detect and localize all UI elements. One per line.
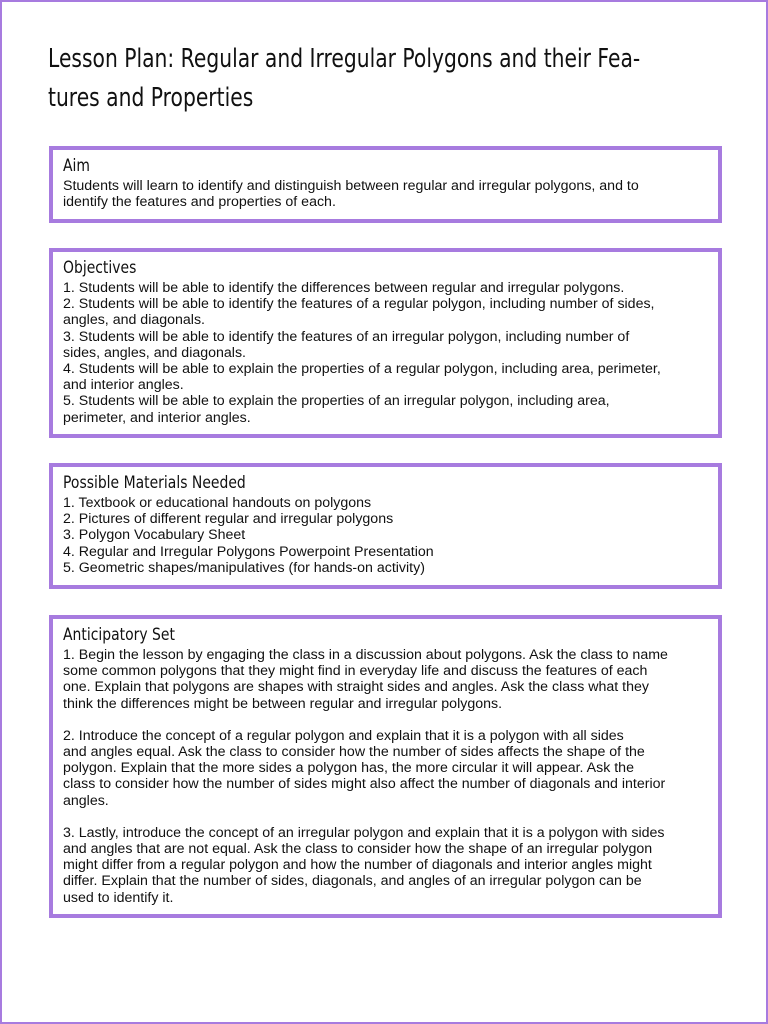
title-line: Lesson Plan: Regular and Irregular Polygons and their Fea-: [48, 44, 641, 74]
material-line: 4. Regular and Irregular Polygons Powerpoint Presentation: [63, 543, 434, 560]
material-line: 3. Polygon Vocabulary Sheet: [63, 527, 246, 544]
anticipatory-paragraph-1: [63, 647, 708, 712]
paragraph-line: some common polygons that they might find in everyday life and discuss the features of each: [63, 663, 648, 680]
paragraph-line: one. Explain that polygons are shapes with straight sides and angles. Ask the class what they: [63, 679, 649, 696]
objective-line: 4. Students will be able to explain the properties of a regular polygon, including area, perimeter,: [63, 361, 661, 378]
title-line: tures and Properties: [48, 83, 254, 113]
paragraph-line: used to identify it.: [63, 889, 174, 906]
anticipatory-set-body: [63, 647, 708, 906]
paragraph-line: 3. Lastly, introduce the concept of an irregular polygon and explain that it is a polygon with sides: [63, 824, 665, 841]
material-line: 5. Geometric shapes/manipulatives (for hands-on activity): [63, 559, 425, 576]
paragraph-line: and angles that are not equal. Ask the class to consider how the shape of an irregular polygon: [63, 841, 653, 858]
objective-line: sides, angles, and diagonals.: [63, 344, 246, 361]
aim-line: Students will learn to identify and distinguish between regular and irregular polygons, and to: [63, 178, 639, 194]
aim-heading: Aim: [63, 156, 90, 176]
paragraph-line: polygon. Explain that the more sides a polygon has, the more circular it will appear. Ask the: [63, 760, 634, 777]
paragraph-line: think the differences might be between regular and irregular polygons.: [63, 695, 503, 712]
aim-line: identify the features and properties of each.: [63, 194, 336, 211]
aim-body: [63, 178, 708, 210]
paragraph-line: differ. Explain that the number of sides, diagonals, and angles of an irregular polygon can be: [63, 873, 642, 890]
paragraph-line: 1. Begin the lesson by engaging the class in a discussion about polygons. Ask the class to name: [63, 647, 668, 663]
anticipatory-paragraph-3: [63, 825, 708, 906]
objective-line: 5. Students will be able to explain the properties of an irregular polygon, including area,: [63, 393, 610, 410]
paragraph-line: might differ from a regular polygon and how the number of diagonals and interior angles might: [63, 857, 652, 874]
material-line: 1. Textbook or educational handouts on polygons: [63, 495, 372, 511]
objective-line: angles, and diagonals.: [63, 312, 205, 329]
anticipatory-set-section: [49, 615, 722, 918]
objectives-heading: Objectives: [63, 258, 137, 278]
objectives-section: [49, 248, 722, 438]
objective-line: and interior angles.: [63, 377, 184, 394]
material-line: 2. Pictures of different regular and irregular polygons: [63, 511, 394, 528]
objective-line: 3. Students will be able to identify the features of an irregular polygon, including number of: [63, 328, 630, 345]
objectives-body: [63, 280, 708, 426]
objective-line: perimeter, and interior angles.: [63, 409, 251, 426]
aim-section: [49, 146, 722, 223]
paragraph-line: angles.: [63, 792, 109, 809]
paragraph-line: and angles equal. Ask the class to consider how the number of sides affects the shape of the: [63, 744, 645, 761]
anticipatory-paragraph-2: [63, 728, 708, 809]
objective-line: 2. Students will be able to identify the features of a regular polygon, including number of sides,: [63, 296, 655, 313]
anticipatory-set-heading: Anticipatory Set: [63, 625, 175, 645]
materials-section: [49, 463, 722, 589]
materials-body: [63, 495, 708, 576]
paragraph-line: class to consider how the number of sides might also affect the number of diagonals and interior: [63, 776, 666, 793]
paragraph-line: 2. Introduce the concept of a regular polygon and explain that it is a polygon with all sides: [63, 727, 624, 744]
materials-heading: Possible Materials Needed: [63, 473, 246, 493]
page-title: [48, 40, 728, 118]
objective-line: 1. Students will be able to identify the differences between regular and irregular polygons.: [63, 280, 625, 296]
